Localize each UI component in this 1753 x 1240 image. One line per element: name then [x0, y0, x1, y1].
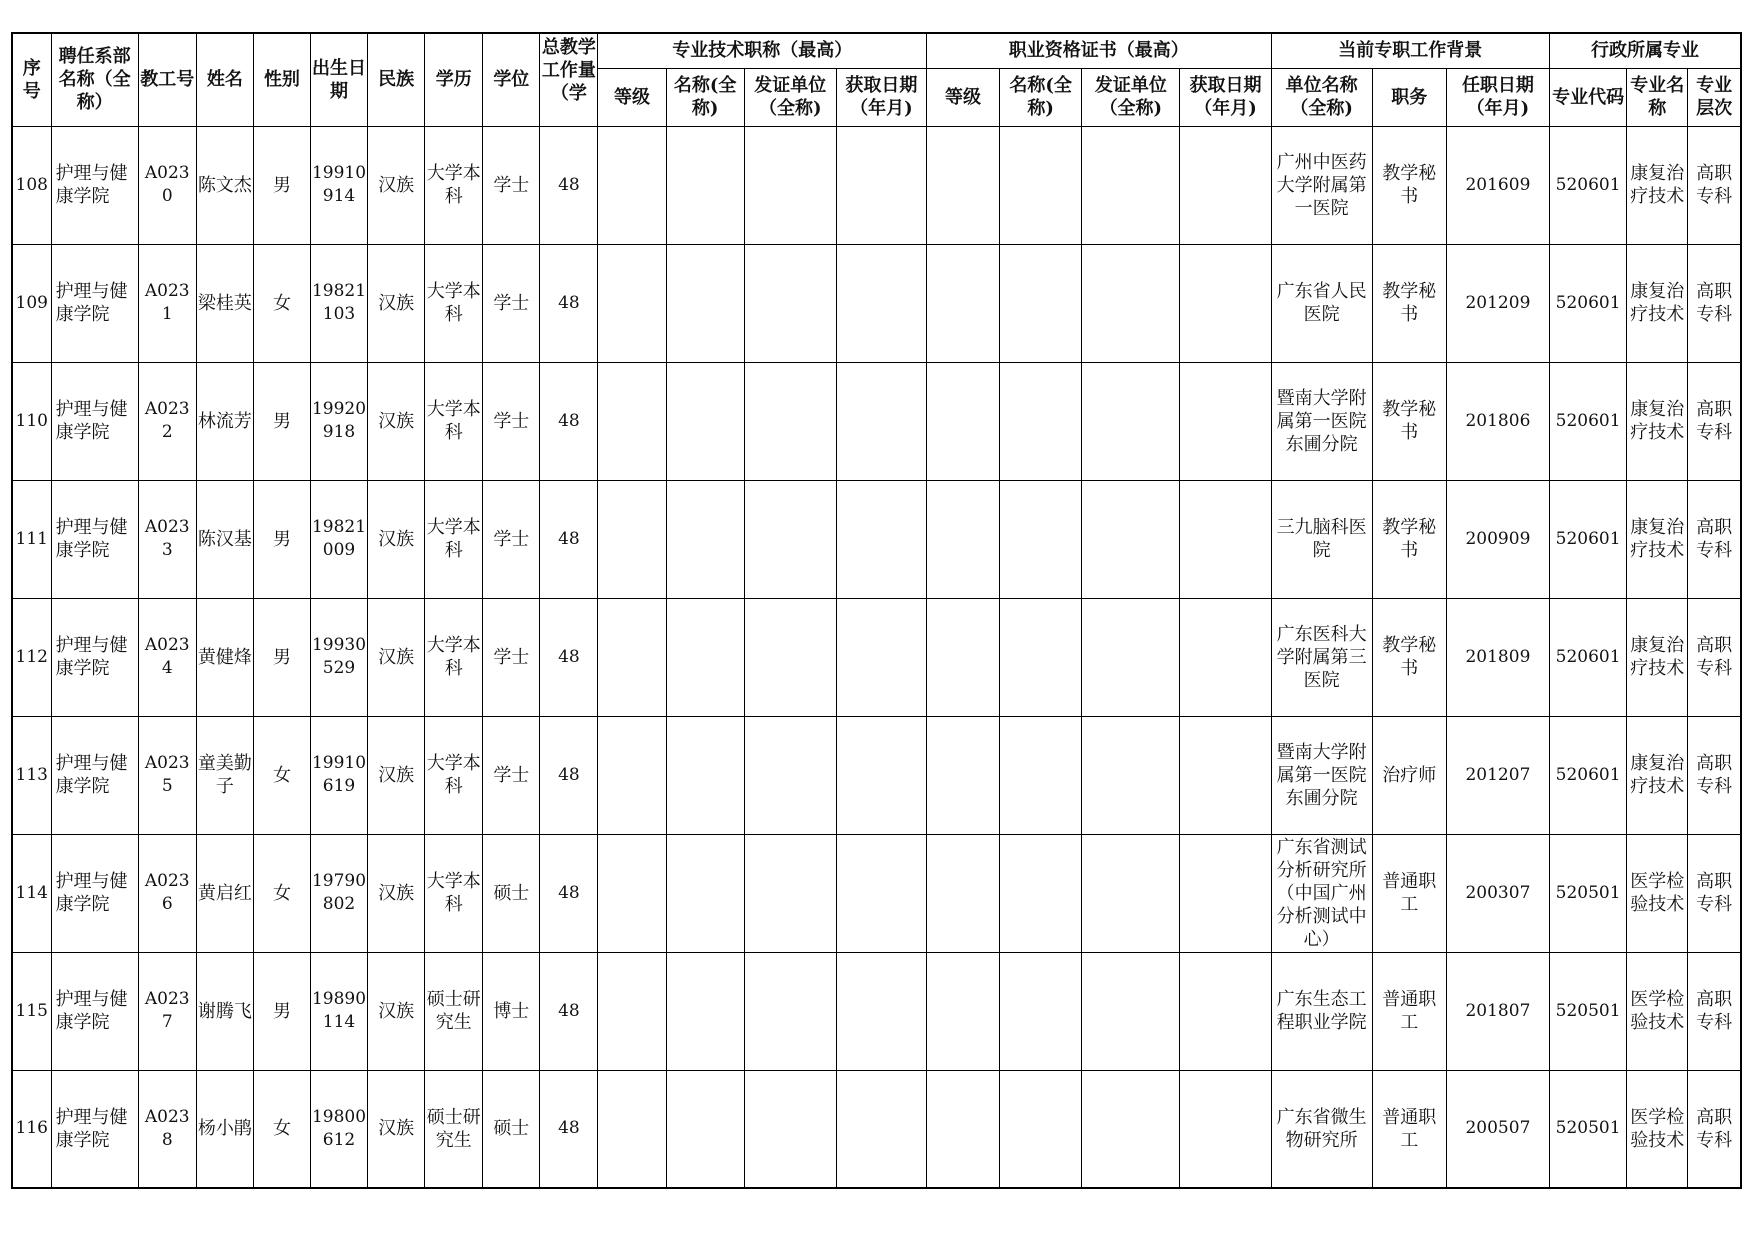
cell-birth: 19790802	[310, 834, 367, 952]
cell-major-level: 高职专科	[1688, 952, 1741, 1070]
cell-unit: 广东省人民医院	[1271, 244, 1372, 362]
cell-dept: 护理与健康学院	[51, 362, 138, 480]
cell-title-name	[666, 480, 744, 598]
cell-workload: 48	[540, 244, 598, 362]
cell-position: 教学秘书	[1372, 480, 1446, 598]
cell-major-name: 康复治疗技术	[1627, 362, 1688, 480]
cell-cert-level	[926, 244, 999, 362]
cell-major-name: 康复治疗技术	[1627, 598, 1688, 716]
cell-cert-issuer	[1082, 952, 1180, 1070]
staff-table	[11, 32, 1742, 1189]
cell-workload: 48	[540, 952, 598, 1070]
cell-title-date	[836, 244, 926, 362]
sub-start-header: 任职日期（年月)	[1446, 68, 1549, 126]
cell-seq: 112	[12, 598, 51, 716]
cell-start: 201807	[1446, 952, 1549, 1070]
cell-degree: 学士	[483, 716, 540, 834]
cell-degree: 硕士	[483, 834, 540, 952]
sub-title-name-header: 名称(全称)	[666, 68, 744, 126]
cell-education: 大学本科	[425, 126, 483, 244]
cell-birth: 19800612	[310, 1070, 367, 1188]
cell-major-level: 高职专科	[1688, 244, 1741, 362]
cell-title-issuer	[744, 834, 836, 952]
cell-ethnicity: 汉族	[368, 1070, 425, 1188]
cell-position: 普通职工	[1372, 952, 1446, 1070]
cell-title-level	[598, 716, 666, 834]
cell-ethnicity: 汉族	[368, 834, 425, 952]
cell-name: 梁桂英	[196, 244, 253, 362]
cell-education: 大学本科	[425, 362, 483, 480]
cell-degree: 硕士	[483, 1070, 540, 1188]
cell-gender: 男	[253, 362, 310, 480]
cell-staff-id: A0237	[138, 952, 196, 1070]
cell-workload: 48	[540, 716, 598, 834]
cell-major-code: 520601	[1550, 126, 1627, 244]
cell-title-name	[666, 362, 744, 480]
cell-title-issuer	[744, 480, 836, 598]
cell-title-level	[598, 834, 666, 952]
col-ethnicity-header: 民族	[368, 33, 425, 126]
cell-dept: 护理与健康学院	[51, 1070, 138, 1188]
group-cert-header: 职业资格证书（最高）	[926, 33, 1271, 68]
table-row	[12, 952, 1741, 1070]
cell-seq: 110	[12, 362, 51, 480]
table-row	[12, 1070, 1741, 1188]
cell-education: 大学本科	[425, 834, 483, 952]
cell-title-level	[598, 1070, 666, 1188]
cell-staff-id: A0230	[138, 126, 196, 244]
sub-cert-date-header: 获取日期（年月)	[1180, 68, 1271, 126]
cell-major-name: 康复治疗技术	[1627, 480, 1688, 598]
cell-degree: 学士	[483, 480, 540, 598]
cell-major-name: 医学检验技术	[1627, 952, 1688, 1070]
col-workload-header	[540, 33, 598, 126]
cell-seq: 116	[12, 1070, 51, 1188]
cell-cert-name	[1000, 126, 1082, 244]
cell-staff-id: A0235	[138, 716, 196, 834]
cell-position: 教学秘书	[1372, 598, 1446, 716]
cell-workload: 48	[540, 1070, 598, 1188]
cell-birth: 19821009	[310, 480, 367, 598]
cell-cert-name	[1000, 480, 1082, 598]
cell-cert-date	[1180, 1070, 1271, 1188]
cell-major-level: 高职专科	[1688, 480, 1741, 598]
cell-cert-name	[1000, 598, 1082, 716]
cell-major-code: 520501	[1550, 834, 1627, 952]
cell-major-code: 520601	[1550, 716, 1627, 834]
cell-cert-level	[926, 362, 999, 480]
cell-cert-issuer	[1082, 362, 1180, 480]
cell-major-level: 高职专科	[1688, 598, 1741, 716]
cell-cert-level	[926, 834, 999, 952]
cell-title-issuer	[744, 244, 836, 362]
cell-title-date	[836, 952, 926, 1070]
sub-title-issuer-header: 发证单位（全称)	[744, 68, 836, 126]
cell-major-code: 520601	[1550, 244, 1627, 362]
cell-start: 200307	[1446, 834, 1549, 952]
cell-major-level: 高职专科	[1688, 1070, 1741, 1188]
cell-ethnicity: 汉族	[368, 480, 425, 598]
cell-ethnicity: 汉族	[368, 952, 425, 1070]
cell-title-issuer	[744, 716, 836, 834]
cell-degree: 学士	[483, 126, 540, 244]
cell-cert-date	[1180, 834, 1271, 952]
cell-staff-id: A0232	[138, 362, 196, 480]
cell-cert-name	[1000, 1070, 1082, 1188]
cell-position: 治疗师	[1372, 716, 1446, 834]
cell-birth: 19920918	[310, 362, 367, 480]
cell-title-name	[666, 952, 744, 1070]
cell-name: 童美勤子	[196, 716, 253, 834]
cell-title-date	[836, 1070, 926, 1188]
sub-cert-level-header: 等级	[926, 68, 999, 126]
cell-name: 谢腾飞	[196, 952, 253, 1070]
cell-cert-level	[926, 480, 999, 598]
cell-seq: 111	[12, 480, 51, 598]
cell-degree: 学士	[483, 362, 540, 480]
cell-title-level	[598, 598, 666, 716]
cell-cert-issuer	[1082, 834, 1180, 952]
cell-cert-name	[1000, 834, 1082, 952]
sub-unit-header: 单位名称（全称)	[1271, 68, 1372, 126]
cell-name: 黄健烽	[196, 598, 253, 716]
cell-unit: 广东医科大学附属第三医院	[1271, 598, 1372, 716]
cell-major-name: 医学检验技术	[1627, 834, 1688, 952]
col-seq-header: 序号	[12, 33, 51, 126]
cell-cert-name	[1000, 952, 1082, 1070]
sub-major-code-header: 专业代码	[1550, 68, 1627, 126]
table-row	[12, 716, 1741, 834]
cell-name: 林流芳	[196, 362, 253, 480]
cell-title-date	[836, 126, 926, 244]
cell-ethnicity: 汉族	[368, 716, 425, 834]
group-work-header: 当前专职工作背景	[1271, 33, 1549, 68]
cell-name: 黄启红	[196, 834, 253, 952]
cell-unit: 广东省微生物研究所	[1271, 1070, 1372, 1188]
cell-major-code: 520601	[1550, 598, 1627, 716]
table-row	[12, 480, 1741, 598]
cell-dept: 护理与健康学院	[51, 598, 138, 716]
table-row	[12, 834, 1741, 952]
cell-staff-id: A0234	[138, 598, 196, 716]
cell-education: 大学本科	[425, 716, 483, 834]
cell-start: 201809	[1446, 598, 1549, 716]
cell-cert-level	[926, 716, 999, 834]
cell-cert-date	[1180, 362, 1271, 480]
cell-title-name	[666, 834, 744, 952]
cell-cert-name	[1000, 716, 1082, 834]
cell-title-level	[598, 244, 666, 362]
col-dept-header: 聘任系部名称（全称）	[51, 33, 138, 126]
cell-title-name	[666, 244, 744, 362]
cell-name: 陈汉基	[196, 480, 253, 598]
table-row	[12, 362, 1741, 480]
cell-unit: 三九脑科医院	[1271, 480, 1372, 598]
cell-dept: 护理与健康学院	[51, 952, 138, 1070]
cell-title-name	[666, 1070, 744, 1188]
cell-major-code: 520501	[1550, 1070, 1627, 1188]
cell-unit: 广东省测试分析研究所（中国广州分析测试中心）	[1271, 834, 1372, 952]
cell-major-code: 520601	[1550, 362, 1627, 480]
cell-workload: 48	[540, 834, 598, 952]
cell-title-issuer	[744, 598, 836, 716]
cell-cert-level	[926, 126, 999, 244]
col-education-header: 学历	[425, 33, 483, 126]
cell-cert-issuer	[1082, 1070, 1180, 1188]
cell-gender: 女	[253, 834, 310, 952]
cell-title-name	[666, 716, 744, 834]
cell-birth: 19910619	[310, 716, 367, 834]
cell-seq: 115	[12, 952, 51, 1070]
cell-degree: 学士	[483, 598, 540, 716]
cell-major-name: 康复治疗技术	[1627, 244, 1688, 362]
cell-unit: 广州中医药大学附属第一医院	[1271, 126, 1372, 244]
cell-title-name	[666, 126, 744, 244]
sub-major-name-header	[1627, 68, 1688, 126]
cell-title-date	[836, 716, 926, 834]
cell-title-issuer	[744, 1070, 836, 1188]
cell-dept: 护理与健康学院	[51, 480, 138, 598]
cell-title-name	[666, 598, 744, 716]
cell-position: 普通职工	[1372, 1070, 1446, 1188]
cell-cert-level	[926, 1070, 999, 1188]
cell-degree: 学士	[483, 244, 540, 362]
cell-cert-issuer	[1082, 716, 1180, 834]
cell-title-issuer	[744, 362, 836, 480]
cell-title-date	[836, 362, 926, 480]
cell-cert-level	[926, 598, 999, 716]
cell-education: 硕士研究生	[425, 1070, 483, 1188]
cell-gender: 男	[253, 126, 310, 244]
cell-name: 陈文杰	[196, 126, 253, 244]
cell-title-level	[598, 126, 666, 244]
col-workload-text: 总教学工作量（学	[541, 36, 596, 104]
cell-title-date	[836, 480, 926, 598]
col-staff-id-header: 教工号	[138, 33, 196, 126]
cell-education: 硕士研究生	[425, 952, 483, 1070]
sub-major-name-text: 专业名称	[1630, 75, 1685, 119]
cell-unit: 广东生态工程职业学院	[1271, 952, 1372, 1070]
cell-major-level: 高职专科	[1688, 362, 1741, 480]
sub-cert-issuer-header: 发证单位（全称)	[1082, 68, 1180, 126]
cell-seq: 113	[12, 716, 51, 834]
cell-workload: 48	[540, 362, 598, 480]
cell-position: 教学秘书	[1372, 126, 1446, 244]
sub-title-date-header: 获取日期（年月)	[836, 68, 926, 126]
cell-cert-date	[1180, 598, 1271, 716]
cell-gender: 男	[253, 480, 310, 598]
cell-title-level	[598, 480, 666, 598]
cell-gender: 男	[253, 598, 310, 716]
cell-seq: 108	[12, 126, 51, 244]
cell-major-name: 康复治疗技术	[1627, 716, 1688, 834]
cell-cert-name	[1000, 362, 1082, 480]
cell-education: 大学本科	[425, 480, 483, 598]
cell-ethnicity: 汉族	[368, 598, 425, 716]
cell-gender: 女	[253, 1070, 310, 1188]
table-row	[12, 126, 1741, 244]
cell-cert-date	[1180, 952, 1271, 1070]
cell-major-name: 医学检验技术	[1627, 1070, 1688, 1188]
cell-start: 201209	[1446, 244, 1549, 362]
cell-dept: 护理与健康学院	[51, 126, 138, 244]
cell-birth: 19930529	[310, 598, 367, 716]
cell-gender: 男	[253, 952, 310, 1070]
cell-cert-issuer	[1082, 126, 1180, 244]
cell-ethnicity: 汉族	[368, 126, 425, 244]
cell-major-level: 高职专科	[1688, 126, 1741, 244]
cell-workload: 48	[540, 126, 598, 244]
cell-name: 杨小鹃	[196, 1070, 253, 1188]
cell-staff-id: A0233	[138, 480, 196, 598]
cell-ethnicity: 汉族	[368, 244, 425, 362]
cell-workload: 48	[540, 598, 598, 716]
cell-cert-date	[1180, 716, 1271, 834]
col-name-header: 姓名	[196, 33, 253, 126]
cell-workload: 48	[540, 480, 598, 598]
sub-major-level-header: 专业层次	[1688, 68, 1741, 126]
cell-start: 200507	[1446, 1070, 1549, 1188]
cell-title-level	[598, 952, 666, 1070]
cell-dept: 护理与健康学院	[51, 244, 138, 362]
cell-education: 大学本科	[425, 244, 483, 362]
col-gender-header: 性别	[253, 33, 310, 126]
cell-major-code: 520601	[1550, 480, 1627, 598]
cell-cert-issuer	[1082, 244, 1180, 362]
cell-title-issuer	[744, 952, 836, 1070]
cell-gender: 女	[253, 244, 310, 362]
group-title-header: 专业技术职称（最高）	[598, 33, 927, 68]
cell-start: 200909	[1446, 480, 1549, 598]
cell-degree: 博士	[483, 952, 540, 1070]
sub-cert-name-header: 名称(全称)	[1000, 68, 1082, 126]
col-degree-header: 学位	[483, 33, 540, 126]
cell-seq: 114	[12, 834, 51, 952]
table-row	[12, 244, 1741, 362]
cell-gender: 女	[253, 716, 310, 834]
cell-start: 201609	[1446, 126, 1549, 244]
cell-start: 201207	[1446, 716, 1549, 834]
cell-cert-level	[926, 952, 999, 1070]
cell-cert-date	[1180, 126, 1271, 244]
cell-staff-id: A0236	[138, 834, 196, 952]
cell-seq: 109	[12, 244, 51, 362]
cell-position: 教学秘书	[1372, 244, 1446, 362]
cell-major-name: 康复治疗技术	[1627, 126, 1688, 244]
cell-title-date	[836, 834, 926, 952]
cell-birth: 19821103	[310, 244, 367, 362]
cell-position: 普通职工	[1372, 834, 1446, 952]
group-major-header: 行政所属专业	[1550, 33, 1741, 68]
cell-major-level: 高职专科	[1688, 716, 1741, 834]
cell-unit: 暨南大学附属第一医院东圃分院	[1271, 362, 1372, 480]
cell-birth: 19890114	[310, 952, 367, 1070]
cell-cert-name	[1000, 244, 1082, 362]
cell-major-code: 520501	[1550, 952, 1627, 1070]
cell-ethnicity: 汉族	[368, 362, 425, 480]
cell-position: 教学秘书	[1372, 362, 1446, 480]
sub-position-header: 职务	[1372, 68, 1446, 126]
sub-title-level-header: 等级	[598, 68, 666, 126]
cell-unit: 暨南大学附属第一医院东圃分院	[1271, 716, 1372, 834]
cell-cert-issuer	[1082, 480, 1180, 598]
cell-start: 201806	[1446, 362, 1549, 480]
cell-staff-id: A0238	[138, 1070, 196, 1188]
cell-title-issuer	[744, 126, 836, 244]
cell-major-level: 高职专科	[1688, 834, 1741, 952]
cell-cert-date	[1180, 480, 1271, 598]
cell-title-level	[598, 362, 666, 480]
cell-education: 大学本科	[425, 598, 483, 716]
cell-dept: 护理与健康学院	[51, 716, 138, 834]
cell-cert-issuer	[1082, 598, 1180, 716]
cell-dept: 护理与健康学院	[51, 834, 138, 952]
cell-cert-date	[1180, 244, 1271, 362]
cell-title-date	[836, 598, 926, 716]
cell-staff-id: A0231	[138, 244, 196, 362]
table-row	[12, 598, 1741, 716]
cell-birth: 19910914	[310, 126, 367, 244]
col-birth-header: 出生日期	[310, 33, 367, 126]
